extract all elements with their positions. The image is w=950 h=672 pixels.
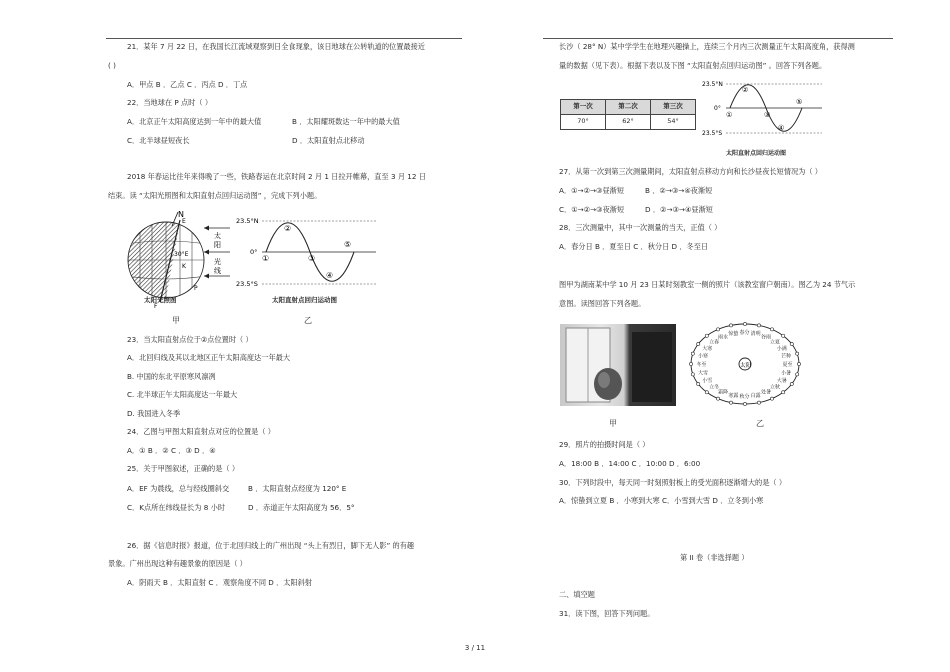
passage3-intro-line2: 意图。读图回答下列各题。 <box>559 299 646 308</box>
classroom-photo <box>560 324 676 406</box>
question-22: 22．当地球在 P 点时（ ） <box>127 98 213 107</box>
solar-term-label: 大寒 <box>702 346 713 352</box>
figure-jia-label: 甲 <box>172 316 180 325</box>
globe-label-f: F <box>154 303 158 310</box>
svg-text:④: ④ <box>778 124 785 132</box>
solar-term-dot <box>796 373 799 376</box>
svg-text:①: ① <box>726 111 733 119</box>
passage-intro-line1: 2018 年春运比往年来得晚了一些，铁路春运在北京时间 2 月 1 日拉开帷幕，直至 3 月 12 日 <box>127 172 426 181</box>
solar-term-dot <box>705 334 708 337</box>
solar-term-label: 立春 <box>709 339 720 346</box>
figure-yi-caption: 太阳直射点回归运动图 <box>272 296 337 304</box>
solar-term-label: 大暑 <box>776 378 787 384</box>
header-rule-right <box>543 38 893 39</box>
table-value-2: 62° <box>606 115 651 130</box>
question-27-option-b: B ．②→③→④夜渐短 <box>645 186 713 195</box>
question-23-option-a: A．北回归线及其以北地区正午太阳高度达一年最大 <box>127 353 291 362</box>
sunlight-arrows <box>200 218 232 298</box>
solar-term-label: 霜降 <box>718 389 729 396</box>
question-22-option-c: C．北半球昼短夜长 <box>127 136 190 145</box>
table-header-1: 第一次 <box>561 100 606 115</box>
passage2-intro-line1: 长沙（ 28° N）某中学学生在地理兴趣操上，连续三个月内三次测量正午太阳高度角，获得测 <box>559 42 855 51</box>
solar-term-label: 小暑 <box>781 370 792 377</box>
passage-intro-line2: 结束。读 “太阳光照图和太阳直射点回归运动图” ，完成下列小题。 <box>108 191 322 200</box>
solar-term-dot <box>691 352 694 355</box>
solar-term-dot <box>757 401 760 404</box>
question-30: 30．下列时段中，每天同一时刻照射板上的受光面积逐渐增大的是（ ） <box>559 478 787 487</box>
table-header-3: 第三次 <box>651 100 696 115</box>
solar-term-dot <box>743 402 746 405</box>
question-22-option-a: A．北京正午太阳高度达到一年中的最大值 <box>127 117 262 126</box>
question-24: 24．乙图与甲图太阳直射点对应的位置是（ ） <box>127 427 275 436</box>
solar-term-dot <box>790 382 793 385</box>
question-21-paren: ( ) <box>108 61 116 70</box>
question-26: 26．据《信息时报》报道，位于北回归线上的广州出现 “头上有烈日，脚下无人影” 的有趣 <box>127 541 415 550</box>
diagram-label-yi: 乙 <box>756 419 764 428</box>
solar-term-label: 大雪 <box>697 370 708 377</box>
svg-text:③: ③ <box>308 254 316 263</box>
right-chart-caption: 太阳直射点回归运动图 <box>726 150 787 157</box>
passage3-intro-line1: 图甲为湖南某中学 10 月 23 日某时刻教室一侧的照片（该教室窗户朝南）。图乙为 24 节气示 <box>559 280 856 289</box>
solar-term-label: 白露 <box>750 392 761 399</box>
photo-label-jia: 甲 <box>609 419 617 428</box>
question-21-options: A．甲点 B ．乙点 C ．丙点 D ．丁点 <box>127 80 248 89</box>
question-28: 28．三次测量中，其中一次测量的当天，正值（ ） <box>559 223 722 232</box>
solar-term-label: 惊蛰 <box>728 331 739 338</box>
question-25-option-a: A．EF 为晨线，总与经线圈斜交 <box>127 484 230 493</box>
measurement-table <box>560 99 696 130</box>
svg-text:⑤: ⑤ <box>796 98 803 106</box>
globe-label-p: P <box>194 285 198 292</box>
question-24-options: A．① B ．② C ．③ D ．④ <box>127 446 216 455</box>
table-value-3: 54° <box>651 115 696 130</box>
solar-term-label: 芒种 <box>781 353 792 360</box>
solar-term-dot <box>770 328 773 331</box>
svg-text:23.5°N: 23.5°N <box>236 217 259 225</box>
question-29-options: A．18:00 B ．14:00 C ．10:00 D ．6:00 <box>559 459 701 468</box>
question-27-option-c: C．①→②→③夜渐短 <box>559 205 625 214</box>
svg-text:④: ④ <box>326 271 334 280</box>
solar-term-label: 小寒 <box>697 353 708 360</box>
question-27-option-d: D ．②→③→④昼渐短 <box>645 205 713 214</box>
solar-term-label: 小满 <box>776 346 787 352</box>
solar-term-label: 冬至 <box>696 362 707 368</box>
fill-in-heading: 二、填空题 <box>559 590 595 599</box>
question-22-option-b: B ．太阳耀斑数达一年中的最大值 <box>292 117 400 126</box>
question-31: 31．读下图，回答下列问题。 <box>559 609 655 618</box>
question-25-option-c: C．K点所在纬线昼长为 8 小时 <box>127 503 225 512</box>
subsolar-migration-chart-right <box>702 78 824 140</box>
solar-term-dot <box>697 382 700 385</box>
solar-term-label: 立夏 <box>769 339 780 346</box>
solar-term-dot <box>729 324 732 327</box>
question-26-line2: 景象。广州出现这种有趣景象的原因是（ ） <box>108 559 247 568</box>
solar-term-label: 立冬 <box>709 384 720 391</box>
table-value-1: 70° <box>561 115 606 130</box>
solar-terms-diagram <box>678 312 812 416</box>
question-28-options: A．春分日 B ．夏至日 C ．秋分日 D ．冬至日 <box>559 242 709 251</box>
svg-text:0°: 0° <box>250 248 258 256</box>
solar-term-dot <box>782 391 785 394</box>
solar-term-label: 雨水 <box>718 334 729 341</box>
svg-text:②: ② <box>742 86 749 94</box>
solar-term-dot <box>743 322 746 325</box>
table-header-2: 第二次 <box>606 100 651 115</box>
question-23-option-b: B. 中国的东北平原寒风凛冽 <box>127 372 216 381</box>
svg-text:23.5°S: 23.5°S <box>236 280 258 288</box>
solar-term-label: 处暑 <box>761 389 772 396</box>
section-heading: 第 II 卷（非选择题 ） <box>680 553 749 562</box>
subsolar-migration-chart-left <box>236 212 378 294</box>
svg-text:③: ③ <box>764 111 771 119</box>
page-number: 3 / 11 <box>464 644 486 652</box>
question-27-option-a: A．①→②→③昼渐短 <box>559 186 625 195</box>
question-29: 29．照片的拍摄时间是（ ） <box>559 440 650 449</box>
question-25-option-d: D ．赤道正午太阳高度为 56．5° <box>248 503 355 512</box>
solar-term-label: 秋分 <box>739 394 750 400</box>
svg-text:⑤: ⑤ <box>344 240 352 249</box>
figure-jia-caption: 太阳光照图 <box>144 296 177 304</box>
passage2-intro-line2: 量的数据（见下表）。根据下表以及下图 “太阳直射点回归运动图” 。回答下列各题。 <box>559 61 827 70</box>
solar-term-dot <box>729 401 732 404</box>
svg-text:②: ② <box>284 224 292 233</box>
question-23-option-c: C. 北半球正午太阳高度达一年最大 <box>127 390 238 399</box>
question-27: 27．从第一次到第三次测量期间，太阳直射点移动方向和长沙昼夜长短情况为（ ） <box>559 167 822 176</box>
svg-text:线: 线 <box>214 267 221 275</box>
solar-term-dot <box>689 362 692 365</box>
figure-yi-label: 乙 <box>304 316 312 325</box>
question-23: 23．当太阳直射点位于②点位置时（ ） <box>127 335 253 344</box>
question-21: 21．某年 7 月 22 日，在我国长江流域观察到日全食现象，该日地球在公转轨道的位置最接近 <box>127 42 425 51</box>
solar-term-label: 春分 <box>739 330 750 336</box>
solar-term-dot <box>705 391 708 394</box>
solar-term-dot <box>790 342 793 345</box>
solar-term-dot <box>770 397 773 400</box>
svg-text:23.5°S: 23.5°S <box>702 130 723 137</box>
solar-term-label: 谷雨 <box>761 334 772 341</box>
solar-term-dot <box>757 324 760 327</box>
solar-term-label: 夏至 <box>782 362 793 368</box>
solar-term-label: 清明 <box>750 331 761 338</box>
svg-text:光: 光 <box>214 258 221 266</box>
solar-term-label: 立秋 <box>769 384 780 391</box>
solar-term-dot <box>797 362 800 365</box>
solar-term-label: 寒露 <box>728 392 739 399</box>
sun-label: 太阳 <box>740 363 752 369</box>
svg-text:阳: 阳 <box>214 241 221 249</box>
svg-text:23.5°N: 23.5°N <box>702 81 723 88</box>
solar-term-dot <box>782 334 785 337</box>
solar-term-dot <box>691 373 694 376</box>
solar-term-dot <box>716 328 719 331</box>
globe-angle-label: 30°E <box>174 251 189 258</box>
solar-term-label: 小雪 <box>702 378 713 384</box>
solar-term-dot <box>716 397 719 400</box>
question-25: 25．关于甲图叙述，正确的是（ ） <box>127 464 240 473</box>
question-22-option-d: D ．太阳直射点北移动 <box>292 136 365 145</box>
globe-label-e: E <box>182 218 186 225</box>
svg-text:太: 太 <box>214 232 221 240</box>
solar-term-dot <box>697 342 700 345</box>
question-23-option-d: D. 我国进入冬季 <box>127 409 181 418</box>
svg-text:0°: 0° <box>714 105 721 112</box>
globe-label-n: N <box>178 210 184 219</box>
question-30-options: A．惊蛰到立夏 B ．小寒到大寒 C．小雪到大雪 D ．立冬到小寒 <box>559 496 764 505</box>
svg-text:①: ① <box>262 254 270 263</box>
globe-label-k: K <box>182 263 186 270</box>
question-26-options: A．阴雨天 B ．太阳直射 C ．观察角度不同 D ．太阳斜射 <box>127 578 313 587</box>
header-rule-left <box>106 38 462 39</box>
question-25-option-b: B ．太阳直射点经度为 120° E <box>248 484 347 493</box>
solar-term-dot <box>796 352 799 355</box>
